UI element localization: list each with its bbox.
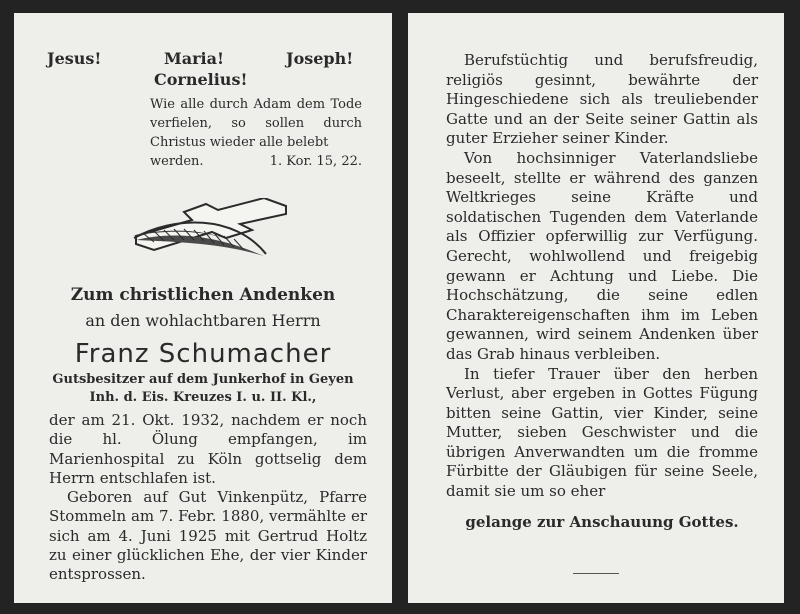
closing-line: gelange zur Anschauung Gottes. [465,512,739,531]
biography-paragraph: Geboren auf Gut Vinkenpütz, Pfarre Stommeln am 7. Febr. 1880, vermählte er sich am 4. Juni 1925 mit Gertrud Holtz zu einer glücklichen Ehe, der vier Kinder entsprossen. [49,488,367,584]
right-page [408,13,784,603]
mourning-paragraph: In tiefer Trauer über den herben Verlust, aber ergeben in Gottes Fügung bitten seine Gattin, vier Kinder, seine Mutter, sieben Geschwister und die übrigen Anverwandten um die fromme Fürbitte der Gläubigen für seine Seele, damit sie um so eher [446,364,758,501]
name-maria: Maria! [164,49,224,68]
name-jesus: Jesus! [47,49,102,68]
name-joseph: Joseph! [286,49,354,68]
deceased-title-line2: Inh. d. Eis. Kreuzes I. u. II. Kl., [89,390,317,405]
dedication-block [14,283,392,407]
dedication-subheading: an den wohlachtbaren Herrn [85,311,321,330]
holy-names-header [14,49,392,99]
cross-with-palm-frond-icon [114,198,304,273]
death-paragraph: der am 21. Okt. 1932, nachdem er noch die hl. Ölung empfangen, im Marienhospital zu Köln gottselig dem Herrn entschlafen ist. [49,411,367,487]
left-page [14,13,392,603]
left-body-text [49,411,367,585]
scripture-quote [150,95,362,171]
character-paragraph: Berufstüchtig und berufsfreudig, religiös gesinnt, bewährte der Hingeschiedene sich als treuliebender Gatte und an der Seite seiner Gattin als guter Erzieher seiner Kinder. [446,51,758,148]
quote-reference-line [150,152,362,171]
dedication-heading: Zum christlichen Andenken [70,285,336,305]
name-cornelius: Cornelius! [154,70,248,89]
deceased-name: Franz Schumacher [74,339,332,369]
closing-divider [573,573,619,574]
patriotism-paragraph: Von hochsinniger Vaterlandsliebe beseelt, stellte er während des ganzen Weltkrieges seine Kräfte und soldatischen Tugenden dem Vaterlande als Offizier opferwillig zur Verfügung. Gerecht, wohlwollend und freigebig gewann er Achtung und Liebe. Die Hochschätzung, die seine edlen Charaktereigenschaften ihm im Leben gewannen, wird seinem Andenken über das Grab hinaus verbleiben. [446,148,758,363]
quote-reference: 1. Kor. 15, 22. [269,154,362,169]
quote-text: Wie alle durch Adam dem Tode verfielen, so sollen durch Christus wieder alle belebt [150,97,362,150]
quote-last-word: werden. [150,154,204,169]
deceased-title-line1: Gutsbesitzer auf dem Junkerhof in Geyen [52,372,354,387]
right-body-text [446,51,758,532]
